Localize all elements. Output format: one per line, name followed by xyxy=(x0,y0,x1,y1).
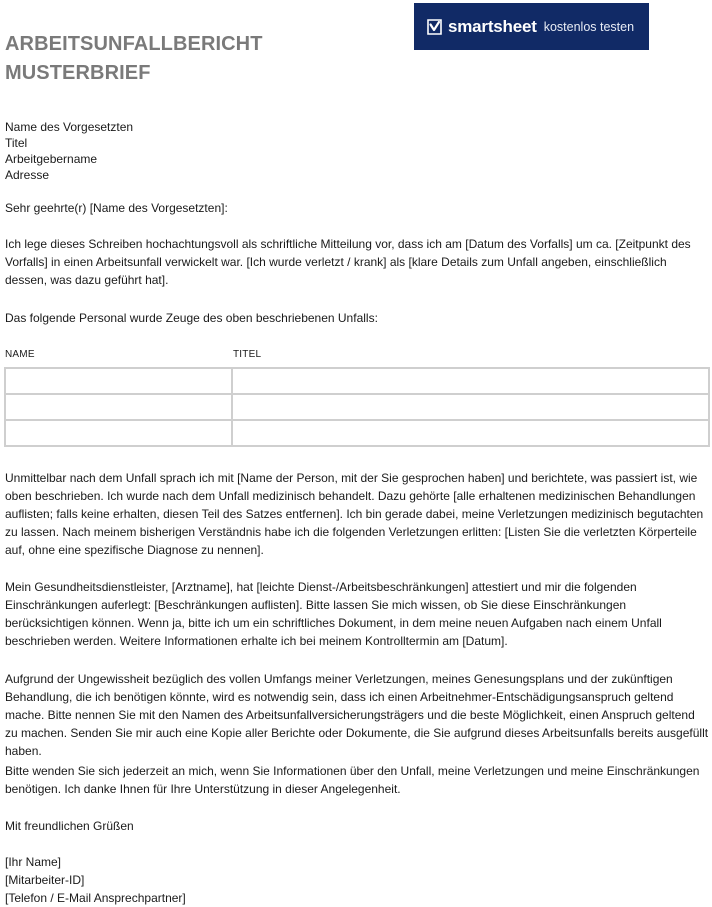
witness-title-cell[interactable] xyxy=(232,368,709,394)
paragraph-contact: Bitte wenden Sie sich jederzeit an mich, wenn Sie Informationen über den Unfall, meine Verletzungen und meine Einschränkungen benötigen. Ich danke Ihnen für Ihre Unterstützung in dieser Angelegenheit. xyxy=(5,764,700,796)
paragraph-claim: Aufgrund der Ungewissheit bezüglich des vollen Umfangs meiner Verletzungen, meines Genesungsplans und der zukünftigen Behandlung, die ich benötigen könnte, wird es notwendig sein, dass ich einen Arbeitnehmer-Entschädigungsanspruch geltend mache. Bitte nennen Sie mit den Namen des Arbeitsunfallversicherungsträgers und die beste Möglichkeit, einen Anspruch geltend zu machen. Senden Sie mir auch eine Kopie aller Berichte oder Dokumente, die Sie aufgrund dieses Arbeitsunfalls bereits ausgefüllt haben. xyxy=(5,672,709,758)
signature-line-3: [Telefon / E-Mail Ansprechpartner] xyxy=(5,891,186,905)
witness-header-name: NAME xyxy=(5,349,35,360)
witness-header-title: TITEL xyxy=(233,349,262,360)
witness-name-cell[interactable] xyxy=(5,394,232,420)
signature-line-2: [Mitarbeiter-ID] xyxy=(5,873,85,887)
closing: Mit freundlichen Grüßen xyxy=(5,819,134,833)
recipient-line-2: Titel xyxy=(5,136,28,150)
recipient-line-1: Name des Vorgesetzten xyxy=(5,120,134,134)
smartsheet-banner-link[interactable] xyxy=(414,3,649,50)
witness-title-cell[interactable] xyxy=(232,420,709,446)
title-line-2: MUSTERBRIEF xyxy=(5,62,151,84)
witness-title-cell[interactable] xyxy=(232,394,709,420)
witness-table xyxy=(4,367,710,447)
paragraph-treatment: Unmittelbar nach dem Unfall sprach ich mit [Name der Person, mit der Sie gesprochen haben] und berichtete, was passiert ist, wie oben beschrieben. Ich wurde nach dem Unfall medizinisch behandelt. Dazu gehörte [alle erhaltenen medizinischen Behandlungen auflisten; falls keine erhalten, diesen Teil des Satzes entfernen]. Ich bin gerade dabei, meine Verletzungen medizinisch begutachten zu lassen. Nach meinem bisherigen Verständnis habe ich die folgenden Verletzungen erlitten: [Listen Sie die verletzten Körperteile auf, ohne eine spezifische Diagnose zu nennen]. xyxy=(5,471,704,557)
banner-cta: kostenlos testen xyxy=(543,19,635,34)
document-title xyxy=(5,30,263,88)
paragraph-incident: Ich lege dieses Schreiben hochachtungsvoll als schriftliche Mitteilung vor, dass ich am [Datum des Vorfalls] um ca. [Zeitpunkt des Vorfalls] in einen Arbeitsunfall verwickelt war. [Ich wurde verletzt / krank] als [klare Details zum Unfall angeben, einschließlich dessen, was dazu geführt hat]. xyxy=(5,237,691,287)
table-row xyxy=(5,420,709,446)
smartsheet-logo-icon xyxy=(427,19,442,35)
banner-brand: smartsheet xyxy=(448,16,537,36)
table-row xyxy=(5,368,709,394)
witness-name-cell[interactable] xyxy=(5,368,232,394)
recipient-line-3: Arbeitgebername xyxy=(5,152,98,166)
paragraph-witness-intro: Das folgende Personal wurde Zeuge des oben beschriebenen Unfalls: xyxy=(5,311,378,325)
table-row xyxy=(5,394,709,420)
salutation: Sehr geehrte(r) [Name des Vorgesetzten]: xyxy=(5,201,228,215)
recipient-line-4: Adresse xyxy=(5,168,50,182)
recipient-address xyxy=(5,119,710,183)
witness-name-cell[interactable] xyxy=(5,420,232,446)
signature-block xyxy=(5,853,710,907)
title-line-1: ARBEITSUNFALLBERICHT xyxy=(5,33,263,55)
paragraph-restrictions: Mein Gesundheitsdienstleister, [Arztname], hat [leichte Dienst-/Arbeitsbeschränkungen] attestiert und mir die folgenden Einschränkungen auferlegt: [Beschränkungen auflisten]. Bitte lassen Sie mich wissen, ob Sie diese Einschränkungen berücksichtigen können. Wenn ja, bitte ich um ein schriftliches Dokument, in dem meine neuen Aufgaben nach einem Unfall beschrieben werden. Weitere Informationen erhalte ich bei meinem Kontrolltermin am [Datum]. xyxy=(5,580,662,648)
signature-line-1: [Ihr Name] xyxy=(5,855,62,869)
